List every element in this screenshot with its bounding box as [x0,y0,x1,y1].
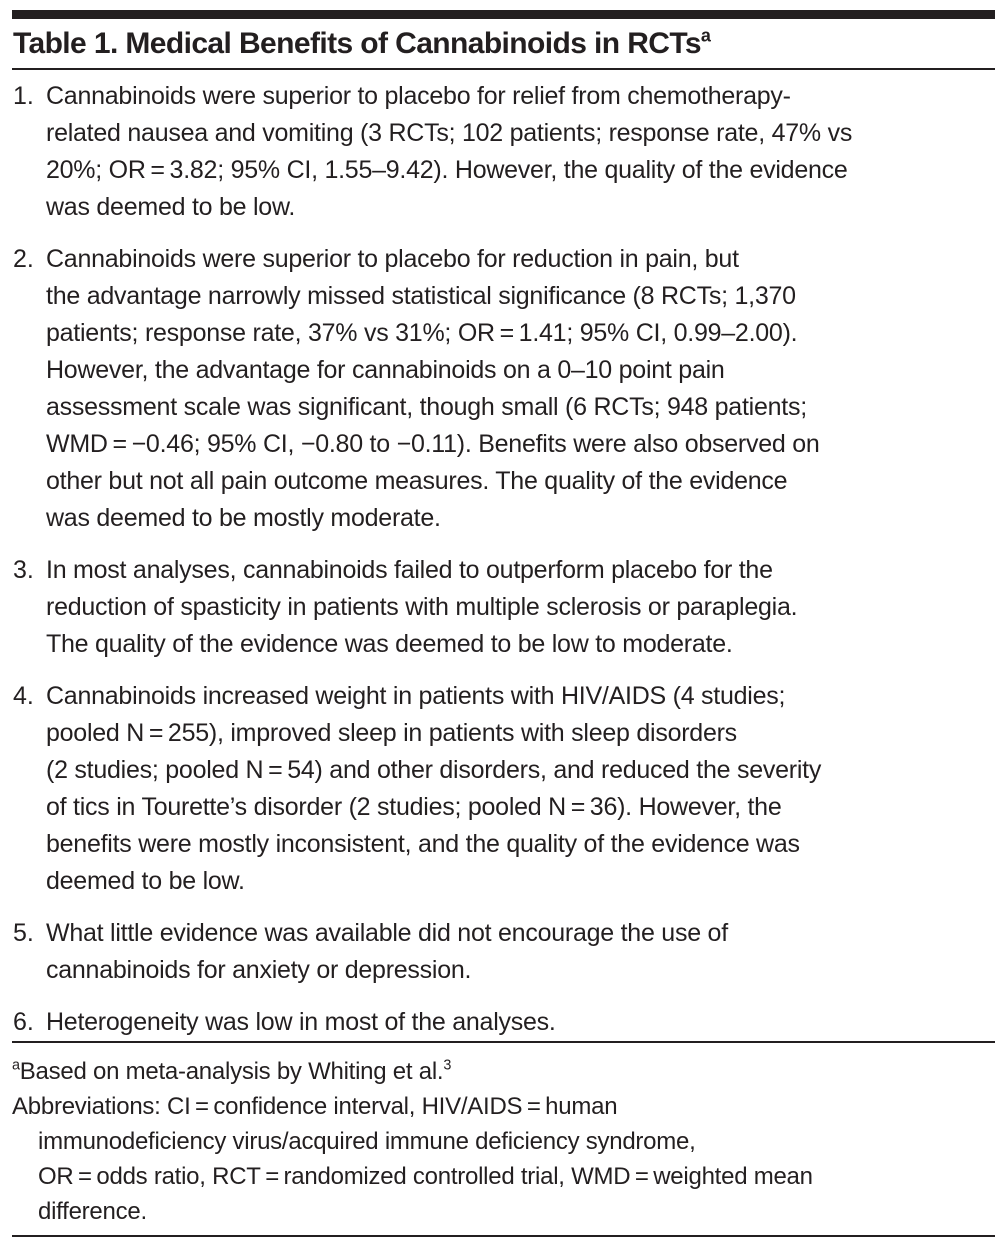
item-text-line: was deemed to be mostly moderate. [46,504,441,532]
footnote-marker: a [12,1057,20,1074]
abbreviations-line: Abbreviations: CI = confidence interval, HIV/AIDS = human [12,1093,618,1120]
table-title-text: Table 1. Medical Benefits of Cannabinoids in RCTs [13,27,701,60]
abbreviations-line: OR = odds ratio, RCT = randomized controlled trial, WMD = weighted mean [38,1163,813,1190]
item-number: 5. [13,919,34,947]
item-number: 6. [13,1008,34,1036]
item-text-line: However, the advantage for cannabinoids on a 0–10 point pain [46,356,725,384]
item-text-line: What little evidence was available did not encourage the use of [46,919,728,947]
source-footnote [12,1054,995,1089]
item-text-line: (2 studies; pooled N = 54) and other disorders, and reduced the severity [46,756,822,784]
list-item-3 [12,552,995,663]
item-number: 1. [13,82,34,110]
item-text-line: related nausea and vomiting (3 RCTs; 102 patients; response rate, 47% vs [46,119,853,147]
table-bottom-rule [12,1235,995,1237]
table-title [13,24,710,64]
item-text-line: deemed to be low. [46,867,245,895]
list-item-6 [12,1004,995,1041]
item-number: 4. [13,682,34,710]
item-text-line: the advantage narrowly missed statistical significance (8 RCTs; 1,370 [46,282,796,310]
item-text-line: assessment scale was significant, though small (6 RCTs; 948 patients; [46,393,807,421]
title-divider [12,68,995,70]
list-item-4 [12,678,995,900]
item-text-line: cannabinoids for anxiety or depression. [46,956,472,984]
item-number: 3. [13,556,34,584]
footnote-divider [12,1041,995,1043]
item-number: 2. [13,245,34,273]
item-text-line: was deemed to be low. [46,193,296,221]
item-text-line: In most analyses, cannabinoids failed to outperform placebo for the [46,556,773,584]
table-footnotes [12,1054,995,1229]
list-item-1 [12,78,995,226]
list-item-5 [12,915,995,989]
item-text-line: The quality of the evidence was deemed to be low to moderate. [46,630,733,658]
reference-number: 3 [443,1057,452,1074]
item-text-line: reduction of spasticity in patients with multiple sclerosis or paraplegia. [46,593,798,621]
item-text-line: patients; response rate, 37% vs 31%; OR = 1.41; 95% CI, 0.99–2.00). [46,319,798,347]
table-1 [12,0,995,1249]
item-text-line: Heterogeneity was low in most of the analyses. [46,1008,556,1036]
item-text-line: 20%; OR = 3.82; 95% CI, 1.55–9.42). However, the quality of the evidence [46,156,848,184]
table-title-footnote-marker: a [700,25,711,46]
item-text-line: other but not all pain outcome measures. The quality of the evidence [46,467,788,495]
source-footnote-text: Based on meta-analysis by Whiting et al. [19,1058,444,1085]
benefits-list [12,78,995,1041]
table-top-bar [12,10,995,19]
abbreviations-line: difference. [38,1198,147,1225]
item-text-line: WMD = −0.46; 95% CI, −0.80 to −0.11). Benefits were also observed on [46,430,820,458]
item-text-line: Cannabinoids increased weight in patients with HIV/AIDS (4 studies; [46,682,786,710]
item-text-line: benefits were mostly inconsistent, and the quality of the evidence was [46,830,800,858]
list-item-2 [12,241,995,537]
item-text-line: Cannabinoids were superior to placebo for reduction in pain, but [46,245,739,273]
item-text-line: of tics in Tourette’s disorder (2 studies; pooled N = 36). However, the [46,793,782,821]
item-text-line: Cannabinoids were superior to placebo for relief from chemotherapy- [46,82,791,110]
item-text-line: pooled N = 255), improved sleep in patients with sleep disorders [46,719,737,747]
abbreviations-line: immunodeficiency virus/acquired immune deficiency syndrome, [38,1128,696,1155]
